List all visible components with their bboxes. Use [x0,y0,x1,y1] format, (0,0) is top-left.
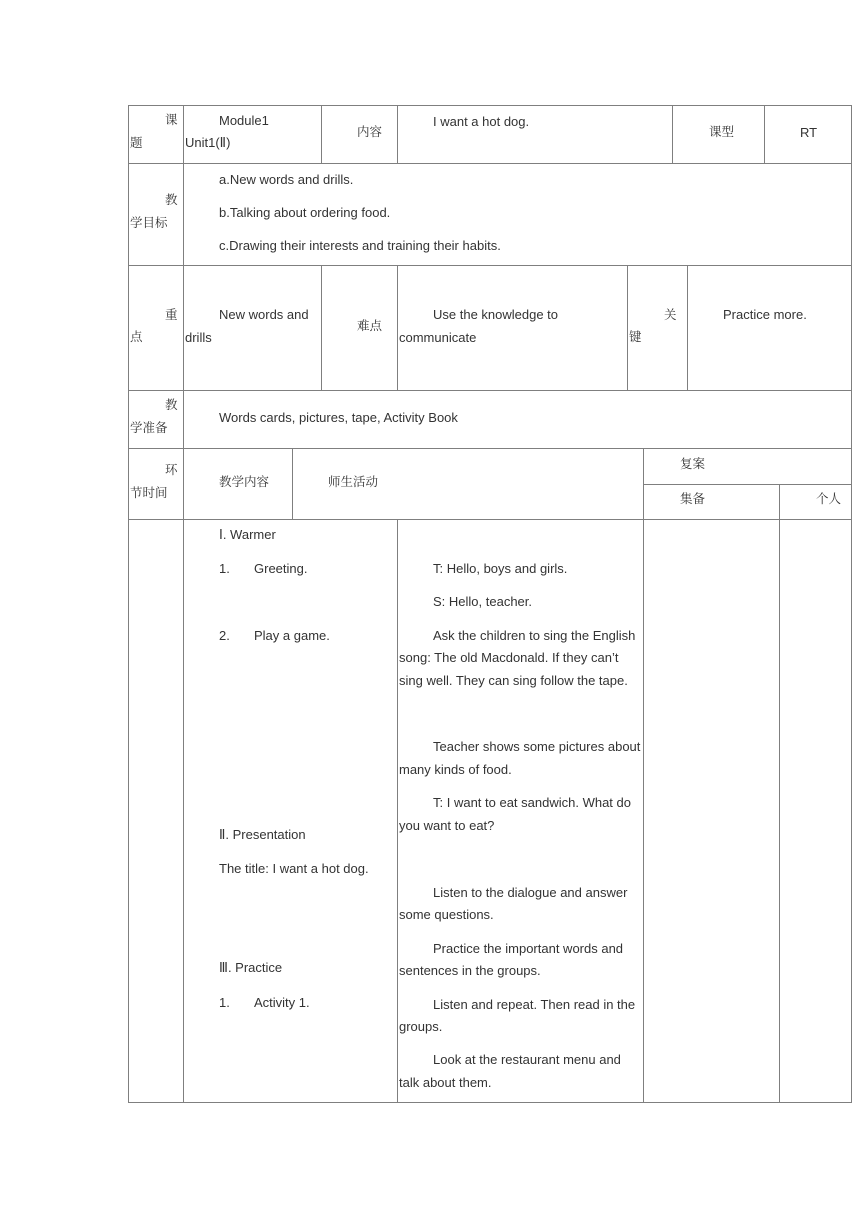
activity-line: you want to eat? [399,818,495,833]
topic-label-char2: 题 [130,135,143,150]
critical-point-label-char1: 关 [664,307,677,322]
rule [128,519,852,520]
activity-line: Listen to the dialogue and answer [433,885,628,900]
personal-header: 个人 [816,491,842,506]
key-point-label-char2: 点 [130,329,143,344]
prep-label-char2: 学准备 [130,420,168,435]
rule [687,265,688,390]
activity-line: groups. [399,1019,443,1034]
topic-label-char1: 课 [165,112,178,127]
rule [627,265,628,390]
goal-item: a.New words and drills. [219,172,354,187]
difficult-point-value: Use the knowledge to [433,307,559,322]
rule [128,390,852,391]
list-item: Play a game. [254,628,330,643]
goals-label-char2: 学目标 [130,215,168,230]
rule [764,105,765,163]
content-label: 内容 [357,124,383,139]
content-value: I want a hot dog. [433,114,530,129]
activity-line: T: Hello, boys and girls. [433,561,568,576]
activity-line: S: Hello, teacher. [433,594,532,609]
title-line: The title: I want a hot dog. [219,861,369,876]
topic-module: Module1 [219,113,269,128]
activity-line: many kinds of food. [399,762,512,777]
rule [397,519,398,1103]
key-point-value: New words and [219,307,309,322]
rule [643,484,852,485]
key-point-value: drills [185,330,212,345]
step-label-char1: 环 [165,462,178,477]
activity-line: Look at the restaurant menu and [433,1052,621,1067]
step-label-char2: 节时间 [130,485,168,500]
activity-header: 师生活动 [328,474,379,489]
goal-item: c.Drawing their interests and training their habits. [219,238,501,253]
rule [397,105,398,163]
activity-line: Practice the important words and [433,941,624,956]
group-prep-header: 集备 [680,491,706,506]
prep-value: Words cards, pictures, tape, Activity Book [219,410,458,425]
lesson-type-value: RT [800,125,818,140]
list-number: 2. [219,628,230,643]
rule [643,448,644,1103]
activity-line: song: The old Macdonald. If they can’t [399,650,619,665]
rule [321,105,322,163]
rule [397,265,398,390]
rule [183,105,184,1103]
rule [292,448,293,519]
rule [128,105,852,106]
rule [321,265,322,390]
list-item: Greeting. [254,561,308,576]
list-item: Activity 1. [254,995,310,1010]
activity-line: some questions. [399,907,494,922]
section-presentation: Ⅱ. Presentation [219,827,306,842]
rule [128,1102,852,1103]
rule [128,105,129,1103]
topic-unit: Unit1(Ⅱ) [185,135,231,150]
critical-point-value: Practice more. [723,307,807,322]
goal-item: b.Talking about ordering food. [219,205,391,220]
section-practice: Ⅲ. Practice [219,960,283,975]
lesson-type-label: 课型 [709,124,735,139]
difficult-point-label: 难点 [357,318,383,333]
activity-line: sing well. They can sing follow the tape. [399,673,628,688]
difficult-point-value: communicate [399,330,477,345]
activity-line: sentences in the groups. [399,963,541,978]
rule [851,105,852,1103]
critical-point-label-char2: 键 [629,329,642,344]
activity-line: T: I want to eat sandwich. What do [433,795,631,810]
activity-line: talk about them. [399,1075,492,1090]
rule [128,163,852,164]
section-warmer: Ⅰ. Warmer [219,527,276,542]
goals-label-char1: 教 [165,192,178,207]
list-number: 1. [219,995,230,1010]
review-header: 复案 [680,456,706,471]
list-number: 1. [219,561,230,576]
activity-line: Teacher shows some pictures about [433,739,641,754]
rule [779,484,780,1103]
rule [672,105,673,163]
activity-line: Listen and repeat. Then read in the [433,997,636,1012]
key-point-label-char1: 重 [165,307,178,322]
rule [128,448,852,449]
teaching-content-header: 教学内容 [219,474,270,489]
prep-label-char1: 教 [165,397,178,412]
rule [128,265,852,266]
activity-line: Ask the children to sing the English [433,628,636,643]
